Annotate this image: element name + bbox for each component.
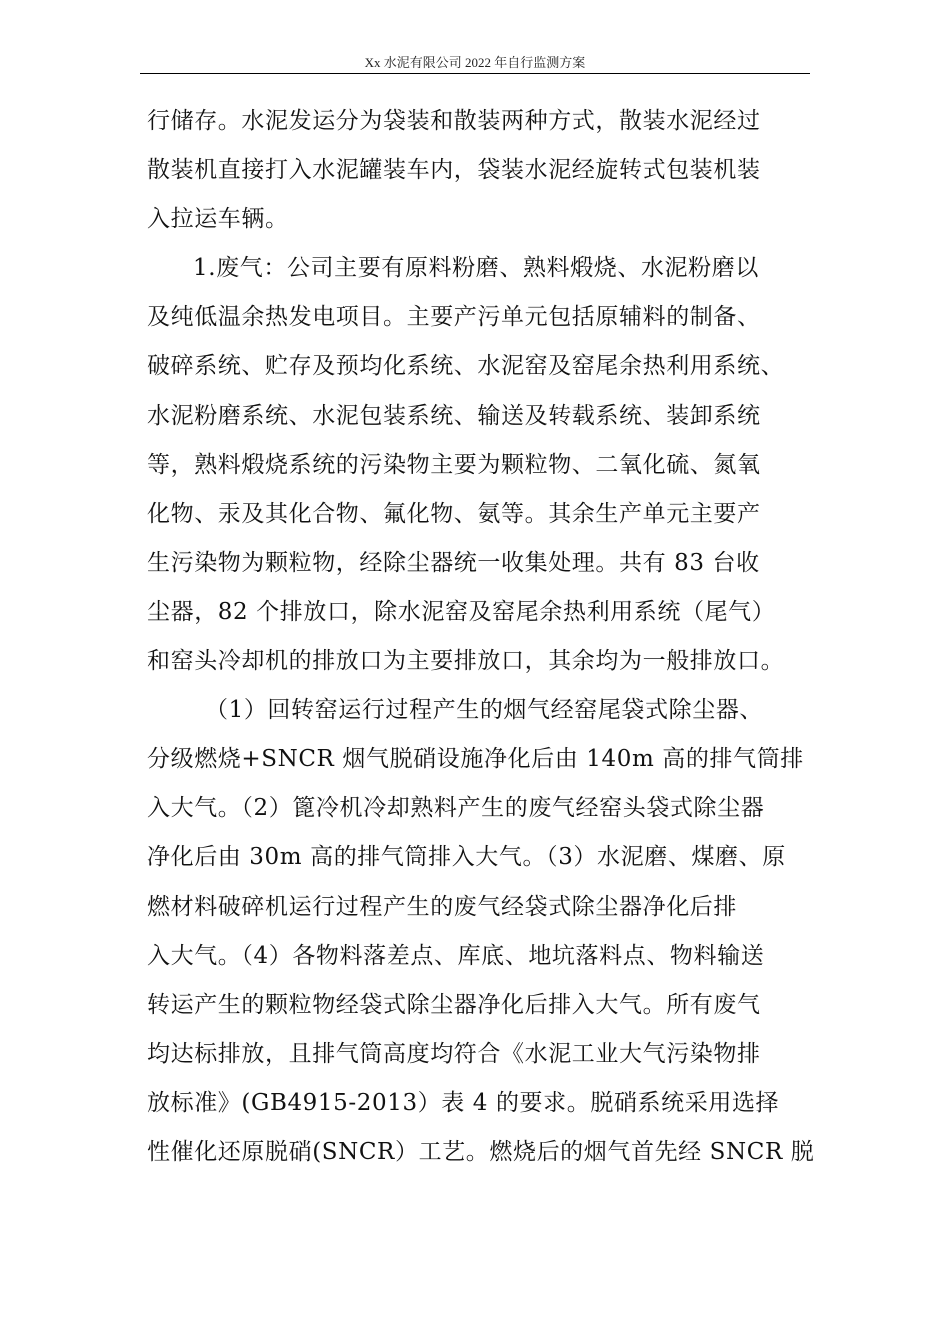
- page-header: Xx 水泥有限公司 2022 年自行监测方案: [364, 55, 586, 70]
- text-line: 转运产生的颗粒物经袋式除尘器净化后排入大气。所有废气: [147, 991, 761, 1018]
- text-line: 入大气。（2）篦冷机冷却熟料产生的废气经窑头袋式除尘器: [147, 795, 765, 822]
- text-line: 放标准》(GB4915-2013）表 4 的要求。脱硝系统采用选择: [147, 1089, 780, 1116]
- paragraph-start-line: （1）回转窑运行过程产生的烟气经窑尾袋式除尘器、: [205, 697, 764, 724]
- text-line: 及纯低温余热发电项目。主要产污单元包括原辅料的制备、: [147, 304, 761, 331]
- text-line: 入拉运车辆。: [147, 206, 289, 233]
- text-line: 净化后由 30m 高的排气筒排入大气。（3）水泥磨、煤磨、原: [147, 844, 786, 871]
- text-line: 散装机直接打入水泥罐装车内，袋装水泥经旋转式包装机装: [147, 157, 761, 184]
- text-line: 和窑头冷却机的排放口为主要排放口，其余均为一般排放口。: [147, 648, 785, 675]
- text-line: 均达标排放，且排气筒高度均符合《水泥工业大气污染物排: [147, 1040, 761, 1067]
- text-line: 水泥粉磨系统、水泥包装系统、输送及转载系统、装卸系统: [147, 402, 761, 429]
- text-line: 分级燃烧+SNCR 烟气脱硝设施净化后由 140m 高的排气筒排: [147, 746, 804, 773]
- header-rule: [140, 73, 810, 74]
- text-line: 尘器，82 个排放口，除水泥窑及窑尾余热利用系统（尾气）: [147, 598, 776, 625]
- paragraph-start-line: 1.废气：公司主要有原料粉磨、熟料煅烧、水泥粉磨以: [193, 255, 759, 282]
- text-line: 生污染物为颗粒物，经除尘器统一收集处理。共有 83 台收: [147, 549, 760, 576]
- text-line: 等，熟料煅烧系统的污染物主要为颗粒物、二氧化硫、氮氧: [147, 451, 761, 478]
- text-line: 破碎系统、贮存及预均化系统、水泥窑及窑尾余热利用系统、: [147, 353, 785, 380]
- text-line: 燃材料破碎机运行过程产生的废气经袋式除尘器净化后排: [147, 893, 737, 920]
- text-line: 入大气。（4）各物料落差点、库底、地坑落料点、物料输送: [147, 942, 765, 969]
- text-line: 行储存。水泥发运分为袋装和散装两种方式，散装水泥经过: [147, 108, 761, 134]
- text-line: 化物、汞及其化合物、氟化物、氨等。其余生产单元主要产: [147, 500, 761, 527]
- text-line: 性催化还原脱硝(SNCR）工艺。燃烧后的烟气首先经 SNCR 脱: [147, 1138, 815, 1165]
- document-body: [147, 97, 827, 1177]
